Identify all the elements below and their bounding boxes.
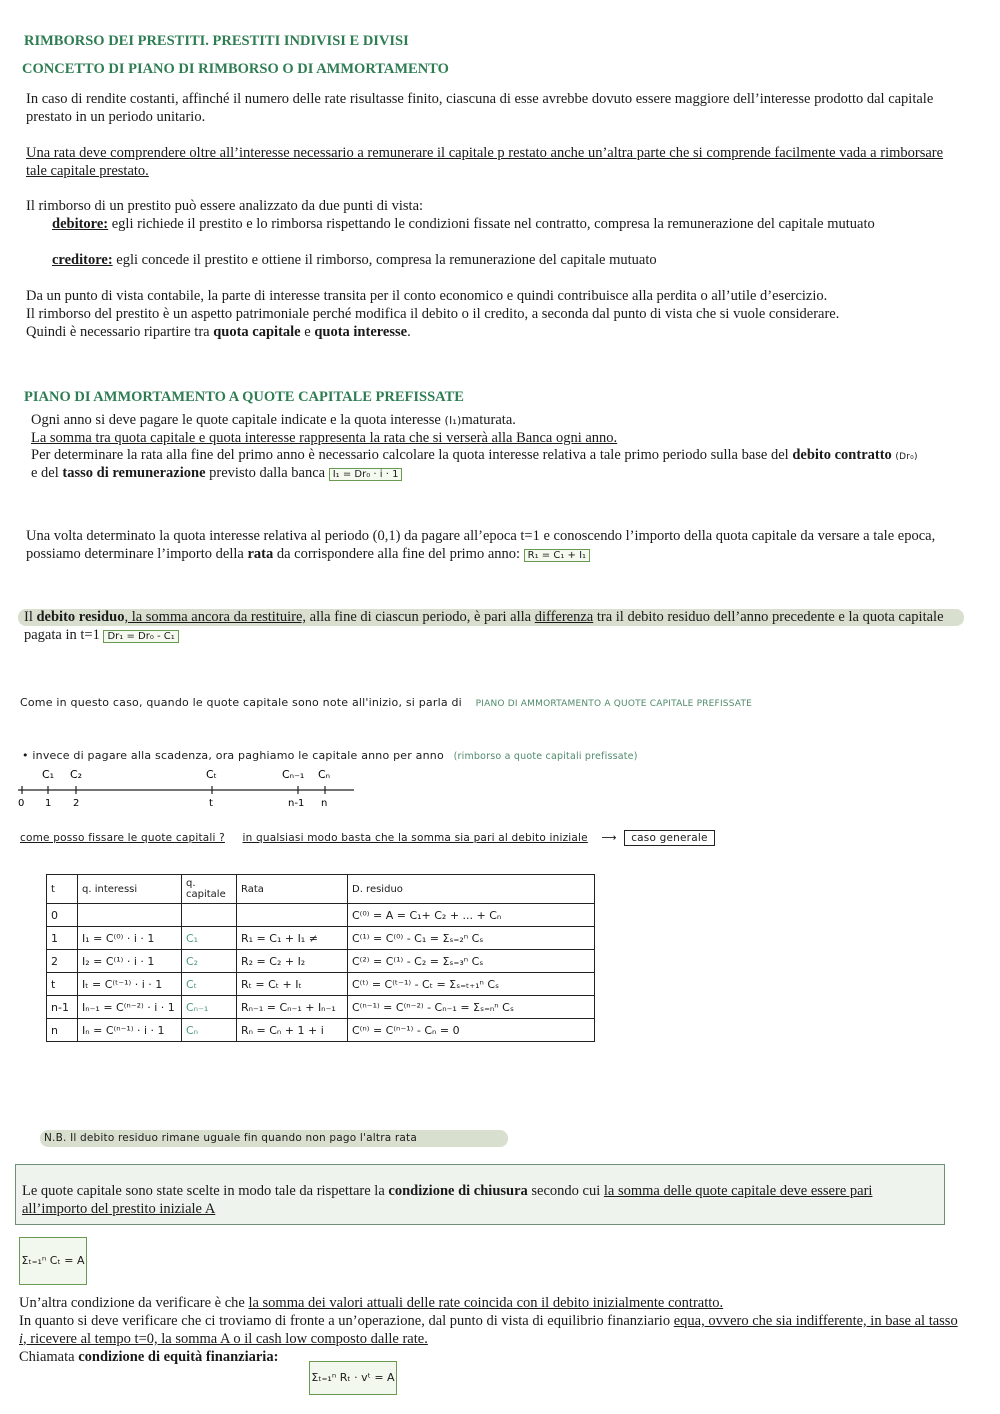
piano-l3a: Per determinare la rata alla fine del primo anno è necessario calcolare la quota interesse relativa a tale primo periodo sulla base del <box>31 447 793 463</box>
piano-p2-bold: rata <box>247 546 274 562</box>
c1d: la somma delle quote capitale deve essere pari all’importo del prestito iniziale A <box>22 1183 873 1217</box>
c2b: la somma dei valori attuali delle rate coincida con il debito inizialmente contratto. <box>248 1295 724 1311</box>
note-3 <box>20 832 715 844</box>
c3-italic: i <box>19 1331 24 1347</box>
table-header-rata: Rata <box>237 875 348 904</box>
table-cell: n-1 <box>47 996 78 1019</box>
formula-interest-box: I₁ = Dr₀ · i · 1 <box>329 468 403 481</box>
p3a: Il <box>24 609 37 625</box>
p6-bold-2: quota interesse <box>314 324 408 340</box>
note-2 <box>22 749 638 762</box>
p6-end: . <box>407 324 411 340</box>
p3e: differenza <box>534 609 594 625</box>
intro-paragraph-3: Il rimborso di un prestito può essere analizzato da due punti di vista: <box>26 198 424 214</box>
table-cell: Rₙ = Cₙ + 1 + i <box>237 1019 348 1042</box>
table-header-t: t <box>47 875 78 904</box>
table-cell: n <box>47 1019 78 1042</box>
table-cell: C⁽²⁾ = C⁽¹⁾ - C₂ = Σₛ₌₃ⁿ Cₛ <box>348 950 595 973</box>
table-row <box>47 950 595 973</box>
table-cell <box>237 904 348 927</box>
table-header-residuo: D. residuo <box>348 875 595 904</box>
table-cell <box>182 904 237 927</box>
piano-line-3 <box>31 446 991 466</box>
table-cell: Cₙ <box>182 1019 237 1042</box>
p3f: tra il debito residuo dell’anno precedente e la quota capitale pagata in t=1 <box>24 609 944 643</box>
c1a: Le quote capitale sono state scelte in modo tale da rispettare la <box>22 1183 389 1199</box>
main-title: RIMBORSO DEI PRESTITI. PRESTITI INDIVISI E DIVISI <box>24 33 409 49</box>
note-3-answer: in qualsiasi modo basta che la somma sia pari al debito iniziale <box>242 832 588 844</box>
table-cell: C⁽⁰⁾ = A = C₁+ C₂ + ... + Cₙ <box>348 904 595 927</box>
piano-title: PIANO DI AMMORTAMENTO A QUOTE CAPITALE PREFISSATE <box>24 389 464 405</box>
p6-mid: e <box>300 324 315 340</box>
formula-residuo-box: Dr₁ = Dr₀ - C₁ <box>103 630 178 643</box>
tl-tick-0: 0 <box>18 798 25 809</box>
debito-residuo-paragraph <box>24 608 969 646</box>
note-1 <box>20 696 752 709</box>
tl-tick-n: n <box>321 798 328 809</box>
formula-rata-box: R₁ = C₁ + I₁ <box>524 549 590 562</box>
table-cell: Rₜ = Cₜ + Iₜ <box>237 973 348 996</box>
piano-paragraph-2 <box>26 527 966 565</box>
table-header-interessi: q. interessi <box>78 875 182 904</box>
table-cell: 0 <box>47 904 78 927</box>
intro-paragraph-5: Il rimborso del prestito è un aspetto patrimoniale perché modifica il debito o il credito, a seconda dal punto di vista che si vuole considerare. <box>26 306 840 322</box>
debitore-line <box>52 215 962 233</box>
creditore-label: creditore: <box>52 252 113 268</box>
intro-paragraph-4: Da un punto di vista contabile, la parte di interesse transita per il conto economico e quindi contribuisce alla perdita o all’utile d’esercizio. <box>26 288 828 304</box>
note-1-green: PIANO DI AMMORTAMENTO A QUOTE CAPITALE PREFISSATE <box>475 699 753 709</box>
c1c: secondo cui <box>527 1183 604 1199</box>
c4a: Chiamata <box>19 1349 79 1365</box>
table-cell: Cₙ₋₁ <box>182 996 237 1019</box>
intro-paragraph-2: Una rata deve comprendere oltre all’interesse necessario a remunerare il capitale p restato anche un’altra parte che si comprende facilmente vada a rimborsare tale capitale prestato. <box>26 145 944 179</box>
table-cell: C₁ <box>182 927 237 950</box>
piano-l4-bold: tasso di remunerazione <box>62 465 206 481</box>
table-cell: Cₜ <box>182 973 237 996</box>
concept-title: CONCETTO DI PIANO DI RIMBORSO O DI AMMORTAMENTO <box>22 61 449 77</box>
table-cell: I₂ = C⁽¹⁾ · i · 1 <box>78 950 182 973</box>
tl-label-c2: C₂ <box>70 768 83 781</box>
table-cell: C⁽ⁿ⁾ = C⁽ⁿ⁻¹⁾ - Cₙ = 0 <box>348 1019 595 1042</box>
p6-bold-1: quota capitale <box>213 324 301 340</box>
tl-tick-2: 2 <box>73 798 80 809</box>
creditore-line <box>52 251 962 269</box>
table-row <box>47 1019 595 1042</box>
piano-l4c: previsto dalla banca <box>205 465 329 481</box>
c3b: equa, ovvero che sia indifferente, in base al tasso <box>673 1313 958 1329</box>
c1-bold: condizione di chiusura <box>388 1183 528 1199</box>
piano-line-4 <box>31 464 951 484</box>
sum-closing-box: Σₜ₌₁ⁿ Cₜ = A <box>19 1237 87 1285</box>
intro-paragraph-1: In caso di rendite costanti, affinché il numero delle rate risultasse finito, ciascuna di esse avrebbe dovuto essere maggiore dell’interesse prodotto dal capitale prestato in un periodo unitario. <box>26 91 934 125</box>
table-cell <box>78 904 182 927</box>
tl-label-ct: Cₜ <box>206 768 217 781</box>
closing-paragraph-3 <box>19 1312 959 1348</box>
tl-tick-t: t <box>209 798 213 809</box>
table-row <box>47 904 595 927</box>
debitore-text: egli richiede il prestito e lo rimborsa rispettando le condizioni fissate nel contratto, compresa la remunerazione del capitale mutuato <box>108 216 875 232</box>
table-cell: C⁽ᵗ⁾ = C⁽ᵗ⁻¹⁾ - Cₜ = Σₛ₌ₜ₊₁ⁿ Cₛ <box>348 973 595 996</box>
tl-tick-n1: n-1 <box>288 798 305 809</box>
debitore-label: debitore: <box>52 216 109 232</box>
piano-l1-symbol: (I₁) <box>444 414 462 427</box>
note-3-question: come posso fissare le quote capitali ? <box>20 832 225 844</box>
nb-note: N.B. Il debito residuo rimane uguale fin quando non pago l'altra rata <box>44 1132 417 1144</box>
piano-p2a: Una volta determinato la quota interesse relativa al periodo (0,1) da pagare all’epoca t=1 e conoscendo l’importo della quota capitale da versare a tale epoca, possiamo determinare l’importo della <box>26 528 936 562</box>
piano-p2c: da corrispondere alla fine del primo anno: <box>273 546 524 562</box>
table-cell: Iₙ₋₁ = C⁽ⁿ⁻²⁾ · i · 1 <box>78 996 182 1019</box>
table-cell: R₂ = C₂ + I₂ <box>237 950 348 973</box>
tl-label-c1: C₁ <box>42 768 55 781</box>
piano-line-2: La somma tra quota capitale e quota interesse rappresenta la rata che si verserà alla Banca ogni anno. <box>31 430 618 446</box>
table-cell: C₂ <box>182 950 237 973</box>
table-row <box>47 927 595 950</box>
c3a: In quanto si deve verificare che ci troviamo di fronte a un’operazione, dal punto di vista di equilibrio finanziario <box>19 1313 674 1329</box>
tl-tick-1: 1 <box>45 798 52 809</box>
table-cell: I₁ = C⁽⁰⁾ · i · 1 <box>78 927 182 950</box>
p3c: , la somma ancora da restituire, <box>124 609 307 625</box>
table-cell: Rₙ₋₁ = Cₙ₋₁ + Iₙ₋₁ <box>237 996 348 1019</box>
table-header-capitale: q. capitale <box>182 875 237 904</box>
table-cell: C⁽¹⁾ = C⁽⁰⁾ - C₁ = Σₛ₌₂ⁿ Cₛ <box>348 927 595 950</box>
timeline-diagram <box>14 764 364 814</box>
piano-l1b: maturata. <box>461 412 516 428</box>
piano-l3-bold: debito contratto <box>792 447 892 463</box>
c4-bold: condizione di equità finanziaria: <box>78 1349 279 1365</box>
note-1-text: Come in questo caso, quando le quote capitale sono note all'inizio, si parla di <box>20 696 462 709</box>
table-cell: C⁽ⁿ⁻¹⁾ = C⁽ⁿ⁻²⁾ - Cₙ₋₁ = Σₛ₌ₙⁿ Cₛ <box>348 996 595 1019</box>
closing-condition-text <box>22 1182 940 1218</box>
table-cell: 1 <box>47 927 78 950</box>
intro-paragraph-6 <box>26 323 956 341</box>
table-row <box>47 996 595 1019</box>
c2a: Un’altra condizione da verificare è che <box>19 1295 249 1311</box>
table-cell: t <box>47 973 78 996</box>
amortization-table <box>46 874 595 1042</box>
table-header-row <box>47 875 595 904</box>
creditore-text: egli concede il prestito e ottiene il rimborso, compresa la remunerazione del capitale mutuato <box>112 252 657 268</box>
note-2-text: • invece di pagare alla scadenza, ora paghiamo le capitale anno per anno <box>22 749 444 762</box>
p6-pre: Quindi è necessario ripartire tra <box>26 324 214 340</box>
piano-l1a: Ogni anno si deve pagare le quote capitale indicate e la quota interesse <box>31 412 445 428</box>
arrow-icon: ⟶ <box>601 832 617 844</box>
table-cell: Iₙ = C⁽ⁿ⁻¹⁾ · i · 1 <box>78 1019 182 1042</box>
p3-bold: debito residuo <box>36 609 125 625</box>
table-cell: 2 <box>47 950 78 973</box>
table-cell: R₁ = C₁ + I₁ ≠ <box>237 927 348 950</box>
table-cell: Iₜ = C⁽ᵗ⁻¹⁾ · i · 1 <box>78 973 182 996</box>
tl-label-cn1: Cₙ₋₁ <box>282 768 305 781</box>
caso-generale-box: caso generale <box>624 830 714 846</box>
c3c: , ricevere al tempo t=0, la somma A o il cash low composto dalle rate. <box>23 1331 428 1347</box>
p3d: alla fine di ciascun periodo, è pari alla <box>306 609 535 625</box>
piano-l4a: e del <box>31 465 63 481</box>
table-row <box>47 973 595 996</box>
piano-line-1 <box>31 411 951 430</box>
closing-paragraph-2 <box>19 1294 959 1312</box>
tl-label-cn: Cₙ <box>318 768 331 781</box>
note-2-green: (rimborso a quote capitali prefissate) <box>453 751 638 762</box>
piano-l3-symbol: (Dr₀) <box>895 452 918 462</box>
sum-equity-box: Σₜ₌₁ⁿ Rₜ · vᵗ = A <box>309 1361 397 1395</box>
